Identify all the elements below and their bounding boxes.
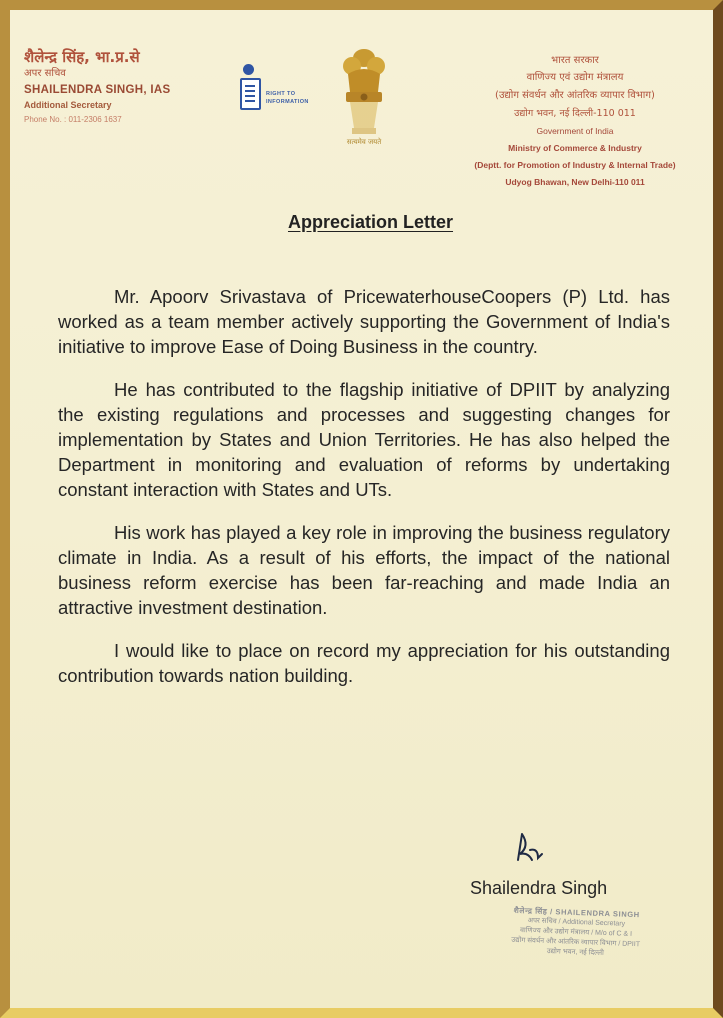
national-emblem — [338, 44, 390, 144]
rti-icon — [243, 64, 254, 75]
rti-logo — [238, 64, 343, 120]
paragraph: He has contributed to the flagship initiative of DPIIT by analyzing the existing regulations and processes and suggesting changes for implementation by States and Union Territories. He has also helped the Department in monitoring and evaluation of reforms by undertaking constant interaction with States and UTs. — [58, 379, 670, 500]
handwritten-signature — [508, 830, 552, 874]
dept-english: (Deptt. for Promotion of Industry & Internal Trade) — [474, 160, 676, 170]
rti-logo-text — [266, 90, 309, 106]
gov-english: Government of India — [536, 126, 614, 136]
sender-name-hindi: शैलेन्द्र सिंह, भा.प्र.से — [24, 48, 140, 66]
national-emblem-icon — [338, 44, 390, 136]
ministry-hindi: वाणिज्य एवं उद्योग मंत्रालय — [526, 72, 624, 83]
paragraph: His work has played a key role in improving the business regulatory climate in India. As a result of his efforts, the impact of the national business reform exercise has been far-reaching and made India an attractive investment destination. — [58, 522, 670, 618]
ministry-block — [425, 52, 723, 191]
gov-hindi: भारत सरकार — [551, 55, 599, 66]
sender-designation: Additional Secretary — [24, 100, 112, 110]
letter-title: Appreciation Letter — [287, 212, 454, 232]
stamp-line: उद्योग भवन, नई दिल्ली — [546, 947, 604, 957]
official-stamp — [461, 904, 691, 962]
sender-block — [24, 48, 239, 128]
document-icon — [240, 78, 261, 110]
paragraph: I would like to place on record my appreciation for his outstanding contribution towards nation building. — [58, 640, 670, 686]
address-english: Udyog Bhawan, New Delhi-110 011 — [505, 177, 645, 187]
letter-body — [58, 284, 670, 706]
ministry-english: Ministry of Commerce & Industry — [508, 143, 642, 153]
rti-line1: RIGHT TO — [266, 91, 296, 97]
sender-phone: Phone No. : 011-2306 1637 — [24, 115, 122, 124]
sender-designation-hindi: अपर सचिव — [24, 68, 66, 79]
signatory-name: Shailendra Singh — [470, 878, 608, 898]
letter-sheet — [20, 18, 703, 996]
sender-name: SHAILENDRA SINGH, IAS — [24, 84, 171, 96]
stamp-line: उद्योग संवर्धन और आंतरिक व्यापार विभाग / DPIIT — [511, 936, 641, 949]
paragraph: Mr. Apoorv Srivastava of PricewaterhouseCoopers (P) Ltd. has worked as a team member actively supporting the Government of India's initiative to improve Ease of Doing Business in the country. — [58, 286, 670, 357]
stamp-line: वाणिज्य और उद्योग मंत्रालय / M/o of C & I — [519, 927, 633, 938]
address-hindi: उद्योग भवन, नई दिल्ली-110 011 — [514, 108, 636, 119]
stamp-line: अपर सचिव / Additional Secretary — [527, 917, 626, 928]
stamp-line: शैलेन्द्र सिंह / SHAILENDRA SINGH — [513, 905, 640, 920]
dept-hindi: (उद्योग संवर्धन और आंतरिक व्यापार विभाग) — [495, 90, 655, 101]
rti-line2: INFORMATION — [266, 99, 309, 105]
emblem-motto: सत्यमेव जयते — [346, 138, 382, 146]
